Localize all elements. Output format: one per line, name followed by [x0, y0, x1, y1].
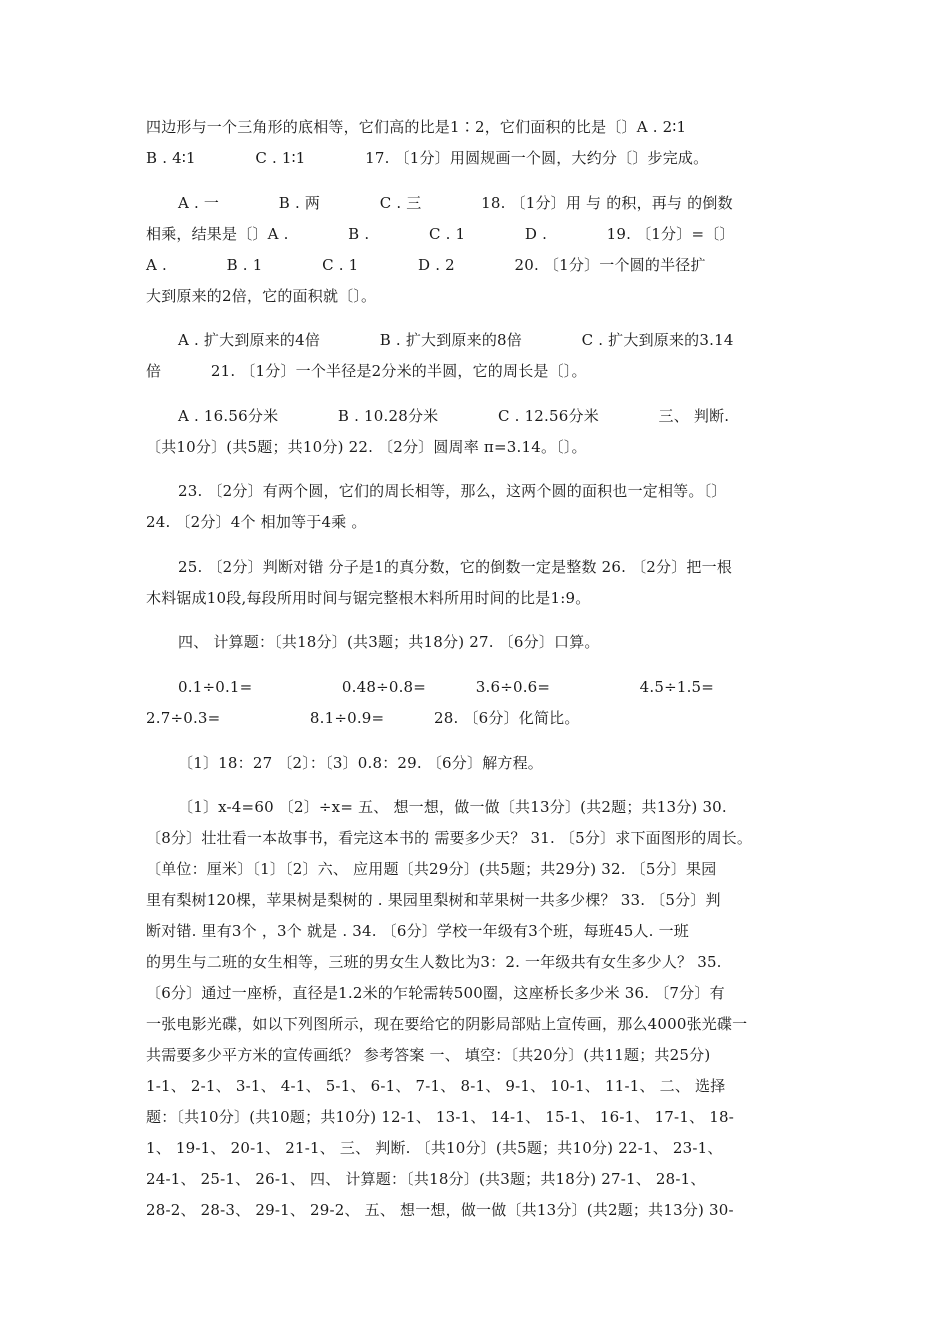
text-line: 2.7÷0.3= 8.1÷0.9= 28. 〔6分〕化简比。: [146, 709, 580, 727]
text-line: 〔6分〕通过一座桥，直径是1.2米的乍轮需转500圈，这座桥长多少米 36. 〔7分〕有: [146, 984, 725, 1002]
text-line: 四、 计算题：〔共18分〕(共3题；共18分) 27. 〔6分〕口算。: [178, 633, 600, 651]
text-line: 一张电影光碟，如以下列图所示，现在要给它的阴影局部贴上宣传画，那么4000张光碟一: [146, 1015, 748, 1033]
text-line: 28-2、 28-3、 29-1、 29-2、 五、 想一想，做一做〔共13分〕(共2题；共13分) 30-: [146, 1201, 734, 1219]
text-line: 〔共10分〕(共5题；共10分) 22. 〔2分〕圆周率 π=3.14。〔〕。: [146, 438, 587, 456]
text-line: 〔1〕18：27 〔2〕：〔3〕0.8：29. 〔6分〕解方程。: [178, 754, 543, 772]
text-line: 里有梨树120棵，苹果树是梨树的 . 果园里梨树和苹果树一共多少棵？ 33. 〔5分〕判: [146, 891, 721, 909]
text-line: B . 4∶1 C . 1∶1 17. 〔1分〕用圆规画一个圆，大约分〔〕步完成。: [146, 149, 709, 167]
text-line: 四边形与一个三角形的底相等，它们高的比是1∶2，它们面积的比是〔〕A . 2∶1: [146, 118, 687, 136]
text-line: 24-1、 25-1、 26-1、 四、 计算题：〔共18分〕(共3题；共18分) 27-1、 28-1、: [146, 1170, 706, 1188]
text-line: 23. 〔2分〕有两个圆，它们的周长相等，那么，这两个圆的面积也一定相等。〔〕: [178, 482, 727, 500]
text-line: 0.1÷0.1= 0.48÷0.8= 3.6÷0.6= 4.5÷1.5=: [178, 678, 715, 696]
text-line: 1-1、 2-1、 3-1、 4-1、 5-1、 6-1、 7-1、 8-1、 9-1、 10-1、 11-1、 二、 选择: [146, 1077, 726, 1095]
text-line: 24. 〔2分〕4个 相加等于4乘 。: [146, 513, 367, 531]
text-line: A . 16.56分米 B . 10.28分米 C . 12.56分米 三、 判断.: [178, 407, 730, 425]
text-line: 木料锯成10段,每段所用时间与锯完整根木料所用时间的比是1:9。: [146, 589, 591, 607]
text-line: 1、 19-1、 20-1、 21-1、 三、 判断. 〔共10分〕(共5题；共10分) 22-1、 23-1、: [146, 1139, 723, 1157]
text-line: 〔8分〕壮壮看一本故事书，看完这本书的 需要多少天？ 31. 〔5分〕求下面图形的周长。: [146, 829, 753, 847]
text-line: A . 扩大到原来的4倍 B . 扩大到原来的8倍 C . 扩大到原来的3.14: [178, 331, 734, 349]
text-line: 〔单位：厘米〕〔1〕〔2〕六、 应用题〔共29分〕(共5题；共29分) 32. 〔5分〕果园: [146, 860, 717, 878]
text-line: A . B . 1 C . 1 D . 2 20. 〔1分〕一个圆的半径扩: [146, 256, 706, 274]
text-line: 25. 〔2分〕判断对错 分子是1的真分数，它的倒数一定是整数 26. 〔2分〕把一根: [178, 558, 733, 576]
text-line: 共需要多少平方米的宣传画纸？ 参考答案 一、 填空：〔共20分〕(共11题；共25分): [146, 1046, 711, 1064]
text-line: 相乘，结果是〔〕A . B . C . 1 D . 19. 〔1分〕=〔〕: [146, 225, 735, 243]
text-line: 〔1〕x-4=60 〔2〕÷x= 五、 想一想，做一做〔共13分〕(共2题；共13分) 30.: [178, 798, 727, 816]
text-line: 大到原来的2倍，它的面积就〔〕。: [146, 287, 377, 305]
text-line: A . 一 B . 两 C . 三 18. 〔1分〕用 与 的积，再与 的倒数: [178, 194, 733, 212]
text-line: 题：〔共10分〕(共10题；共10分) 12-1、 13-1、 14-1、 15-1、 16-1、 17-1、 18-: [146, 1108, 734, 1126]
text-line: 的男生与二班的女生相等，三班的男女生人数比为3：2. 一年级共有女生多少人？ 35.: [146, 953, 722, 971]
text-line: 倍 21. 〔1分〕一个半径是2分米的半圆，它的周长是〔〕。: [146, 362, 587, 380]
text-line: 断对错. 里有3个 ，3个 就是 . 34. 〔6分〕学校一年级有3个班，每班45人. 一班: [146, 922, 689, 940]
